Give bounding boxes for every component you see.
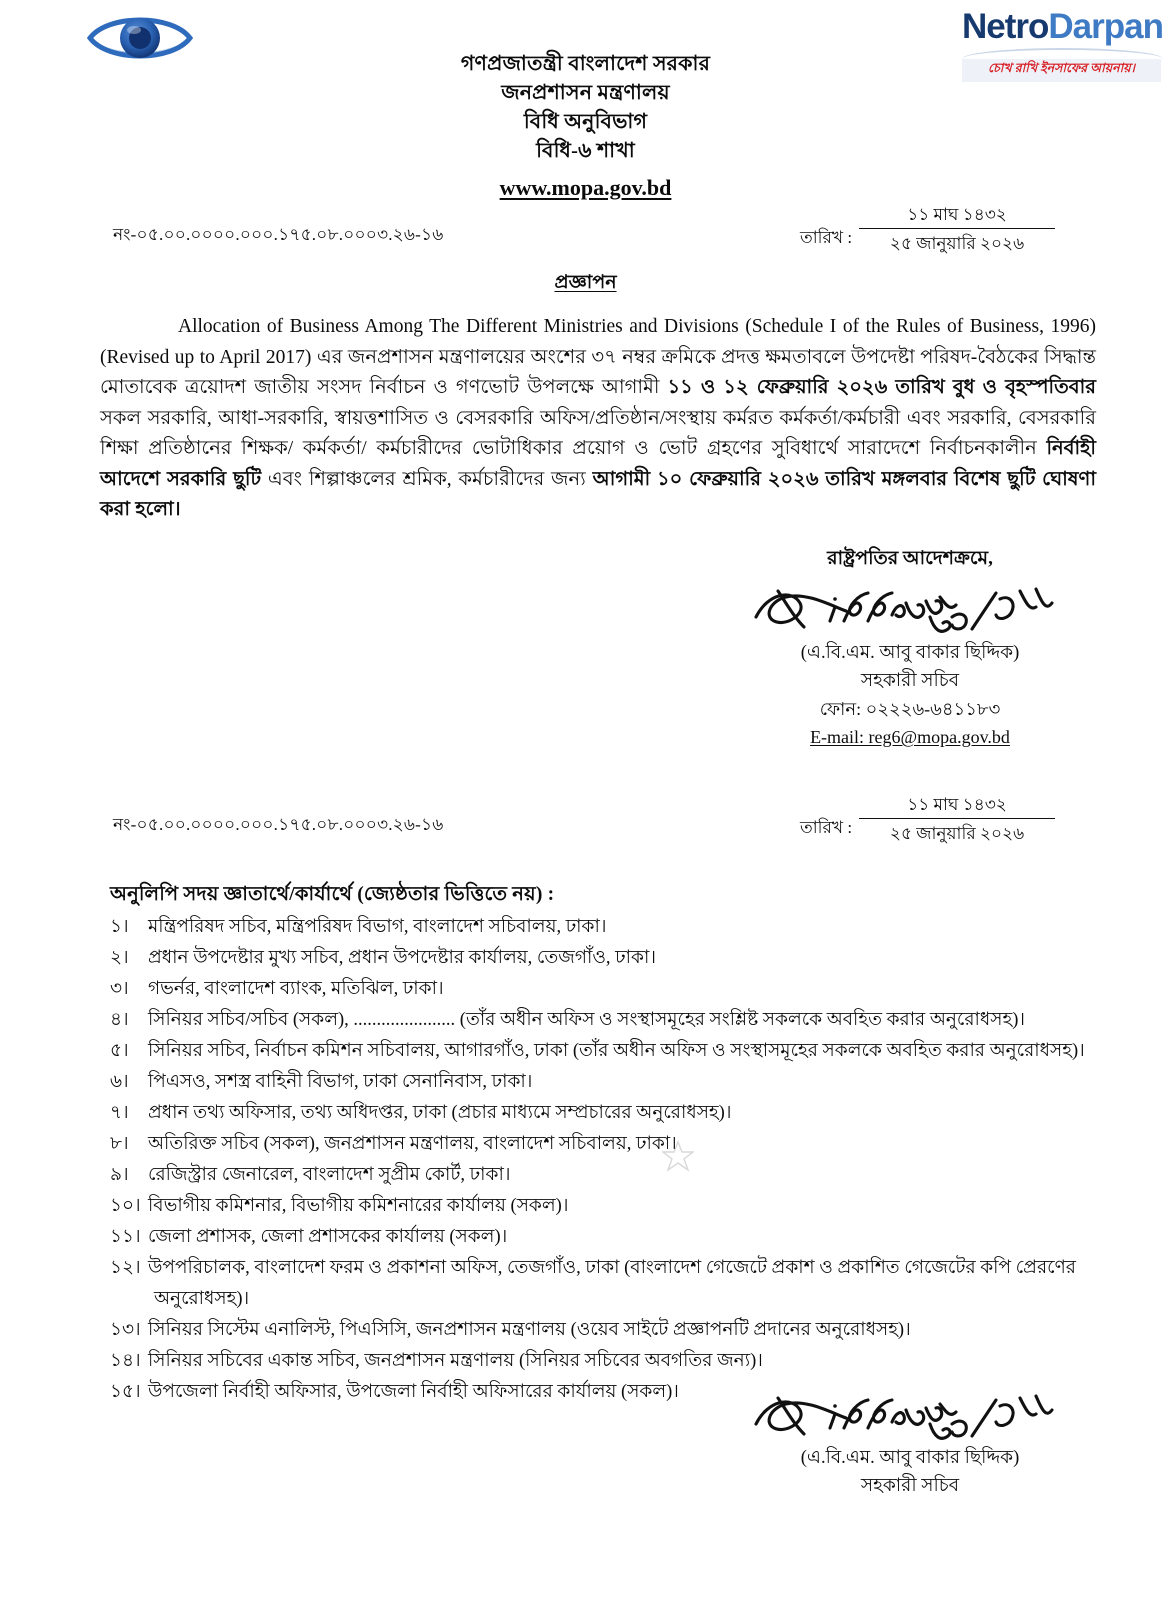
masthead-line-branch: বিধি-৬ শাখা [536,140,635,162]
signatory-name-second: (এ.বি.এম. আবু বাকার ছিদ্দিক) [800,1448,1020,1468]
distribution-item-text: রেজিস্ট্রার জেনারেল, বাংলাদেশ সুপ্রীম কোর্ট, ঢাকা। [148,1165,511,1185]
body-segment-4: নির্বাহী আদেশে সরকারি ছুটি [100,438,1096,490]
distribution-item-text: মন্ত্রিপরিষদ সচিব, মন্ত্রিপরিষদ বিভাগ, বাংলাদেশ সচিবালয়, ঢাকা। [148,917,607,937]
date-block-first [800,202,1055,257]
body-segment-5: এবং শিল্পাঞ্চলের শ্রমিক, কর্মচারীদের জন্য [261,468,593,490]
signature-block-first [700,545,1120,751]
netrodarpan-word-secondary: Darpan [1048,7,1163,46]
distribution-item-number: ১৪। [110,1351,141,1371]
handwritten-signature-second [700,1386,1120,1444]
distribution-item-text: অতিরিক্ত সচিব (সকল), জনপ্রশাসন মন্ত্রণালয়, বাংলাদেশ সচিবালয়, ঢাকা। [148,1134,677,1154]
by-order-of-president-text: রাষ্ট্রপতির আদেশক্রমে, [827,548,993,569]
date-bengali-first: ১১ মাঘ ১৪৩২ [907,205,1007,224]
distribution-item [110,974,1100,1005]
distribution-item-text: উপজেলা নির্বাহী অফিসার, উপজেলা নির্বাহী অফিসারের কার্যালয় (সকল)। [148,1382,679,1402]
body-segment-3: সকল সরকারি, আধা-সরকারি, স্বায়ত্তশাসিত ও বেসরকারি অফিস/প্রতিষ্ঠান/সংস্থায় কর্মরত কর্মকর্তা/কর্মচারী এবং সরকারি, বেসরকারি শিক্ষা প্রতিষ্ঠানের শিক্ষক/ কর্মকর্তা/ কর্মচারীদের ভোটাধিকার প্রয়োগ ও ভোট গ্রহণের সুবিধার্থে সারাদেশে নির্বাচনকালীন [100,407,1096,459]
distribution-item-number: ১। [110,917,129,937]
date-gregorian-first: ২৫ জানুয়ারি ২০২৬ [889,234,1025,253]
distribution-item [110,912,1100,943]
distribution-item [110,1129,1100,1160]
distribution-item-text: বিভাগীয় কমিশনার, বিভাগীয় কমিশনারের কার্যালয় (সকল)। [148,1196,569,1216]
distribution-item [110,1346,1100,1377]
date-gregorian-second: ২৫ জানুয়ারি ২০২৬ [889,824,1025,843]
distribution-item [110,1160,1100,1191]
distribution-item-continuation: অনুরোধসহ)। [154,1289,250,1309]
distribution-item-number: ৬। [110,1072,129,1092]
date-label-second: তারিখ : [800,817,853,837]
distribution-item-text: সিনিয়র সচিব, নির্বাচন কমিশন সচিবালয়, আগারগাঁও, ঢাকা (তাঁর অধীন অফিস ও সংস্থাসমূহের সকলকে অবহিত করার অনুরোধসহ)। [148,1041,1085,1061]
distribution-item-number: ৫। [110,1041,129,1061]
distribution-item-number: ৭। [110,1103,129,1123]
distribution-item-number: ১০। [110,1196,141,1216]
distribution-item-number: ৪। [110,1010,129,1030]
distribution-item-text: সিনিয়র সিস্টেম এনালিস্ট, পিএসিসি, জনপ্রশাসন মন্ত্রণালয় (ওয়েব সাইটে প্রজ্ঞাপনটি প্রদানের অনুরোধসহ)। [148,1320,911,1340]
distribution-item [110,1253,1100,1315]
notification-body [100,312,1096,526]
distribution-item-text: সিনিয়র সচিবের একান্ত সচিব, জনপ্রশাসন মন্ত্রণালয় (সিনিয়র সচিবের অবগতির জন্য)। [148,1351,763,1371]
body-segment-6: আগামী ১০ ফেব্রুয়ারি ২০২৬ তারিখ মঙ্গলবার বিশেষ ছুটি ঘোষণা করা হলো। [100,468,1096,520]
distribution-item-number: ৯। [110,1165,129,1185]
signatory-email[interactable]: E-mail: reg6@mopa.gov.bd [810,727,1010,747]
distribution-item [110,1222,1100,1253]
distribution-item [110,1036,1100,1067]
distribution-item [110,1315,1100,1346]
distribution-item [110,1067,1100,1098]
distribution-list [110,912,1100,1408]
distribution-item-text: গভর্নর, বাংলাদেশ ব্যাংক, মতিঝিল, ঢাকা। [148,979,444,999]
notification-title: প্রজ্ঞাপন [554,272,617,293]
distribution-item-number: ১৩। [110,1320,141,1340]
signatory-phone: ফোন: ০২২২৬-৬৪১১৮৩ [819,699,1001,719]
distribution-item-number: ১৫। [110,1382,141,1402]
masthead-line-ministry: জনপ্রশাসন মন্ত্রণালয় [501,82,670,104]
netrodarpan-word-primary: Netro [962,7,1049,46]
body-segment-0: Allocation of Business Among The Different Ministries and Divisions (Schedule I of the Rules of Business, 1996) (Revised up to April 2017) [100,316,1096,368]
distribution-item [110,1191,1100,1222]
distribution-item-text: উপপরিচালক, বাংলাদেশ ফরম ও প্রকাশনা অফিস, তেজগাঁও, ঢাকা (বাংলাদেশ গেজেটে প্রকাশ ও প্রকাশিত গেজেটের কপি প্রেরণের অনুরোধসহ)। [148,1253,1100,1315]
date-bengali-second: ১১ মাঘ ১৪৩২ [907,795,1007,814]
distribution-item [110,943,1100,974]
distribution-item-text: প্রধান উপদেষ্টার মুখ্য সচিব, প্রধান উপদেষ্টার কার্যালয়, তেজগাঁও, ঢাকা। [148,948,656,968]
date-block-second [800,792,1055,847]
masthead-line-wing: বিধি অনুবিভাগ [523,111,648,133]
masthead-website[interactable]: www.mopa.gov.bd [499,175,672,200]
distribution-item [110,1005,1100,1036]
signatory-designation-first: সহকারী সচিব [860,671,960,691]
masthead [0,50,1171,204]
memo-number-second: নং-০৫.০০.০০০০.০০০.১৭৫.০৮.০০০৩.২৬-১৬ [113,815,444,834]
distribution-item-text: পিএসও, সশস্ত্র বাহিনী বিভাগ, ঢাকা সেনানিবাস, ঢাকা। [148,1072,533,1092]
netrodarpan-tagline: চোখ রাখি ইনসাফের আয়নায়। [962,59,1161,82]
distribution-item-text: সিনিয়র সচিব/সচিব (সকল), ...................... (তাঁর অধীন অফিস ও সংস্থাসমূহের সংশ্লিষ্ট সকলকে অবহিত করার অনুরোধসহ)। [148,1010,1025,1030]
distribution-item-number: ২। [110,948,129,968]
date-divider-second [859,818,1055,819]
handwritten-signature-first [700,577,1120,639]
memo-number-first: নং-০৫.০০.০০০০.০০০.১৭৫.০৮.০০০৩.২৬-১৬ [113,225,444,244]
distribution-item-text: প্রধান তথ্য অফিসার, তথ্য অধিদপ্তর, ঢাকা (প্রচার মাধ্যমে সম্প্রচারের অনুরোধসহ)। [148,1103,732,1123]
body-segment-1: এর জনপ্রশাসন মন্ত্রণালয়ের অংশের ৩৭ নম্বর ক্রমিকে প্রদত্ত ক্ষমতাবলে উপদেষ্টা পরিষদ-বৈঠকের সিদ্ধান্ত মোতাবেক ত্রয়োদশ জাতীয় সংসদ নির্বাচন ও গণভোট উপলক্ষে আগামী [100,346,1096,398]
distribution-item-number: ৩। [110,979,129,999]
signatory-name-first: (এ.বি.এম. আবু বাকার ছিদ্দিক) [800,643,1020,663]
masthead-line-government: গণপ্রজাতন্ত্রী বাংলাদেশ সরকার [460,53,711,75]
distribution-heading: অনুলিপি সদয় জ্ঞাতার্থে/কার্যার্থে (জ্যেষ্ঠতার ভিত্তিতে নয়) : [110,884,555,905]
date-label-first: তারিখ : [800,227,853,247]
distribution-item-number: ৮। [110,1134,129,1154]
body-segment-2: ১১ ও ১২ ফেব্রুয়ারি ২০২৬ তারিখ বুধ ও বৃহস্পতিবার [667,377,1096,398]
distribution-item [110,1098,1100,1129]
netrodarpan-wordmark [954,6,1171,48]
distribution-item-text: জেলা প্রশাসক, জেলা প্রশাসকের কার্যালয় (সকল)। [148,1227,508,1247]
signature-block-second [700,1386,1120,1500]
signatory-designation-second: সহকারী সচিব [860,1476,960,1496]
distribution-item-number: ১২। [110,1258,141,1278]
star-watermark [662,1140,694,1172]
distribution-item-number: ১১। [110,1227,141,1247]
date-divider-first [859,228,1055,229]
